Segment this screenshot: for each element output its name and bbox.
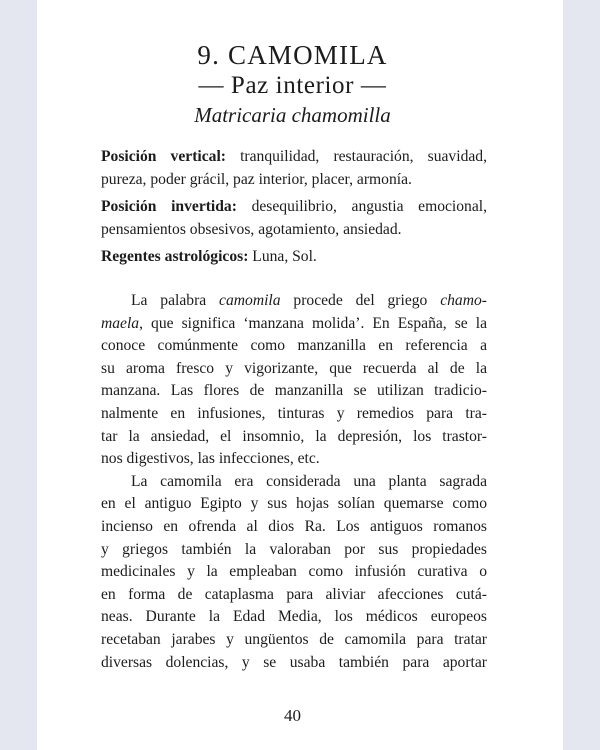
- text-line: y griegos también la valoraban por sus propiedades: [101, 540, 487, 558]
- attribute-line: pensamientos obsesivos, agotamiento, ansiedad.: [101, 220, 402, 238]
- attribute-line: [101, 246, 487, 269]
- text-line: nos digestivos, las infecciones, etc.: [101, 450, 320, 468]
- paragraph-1: [101, 290, 487, 471]
- text-line: incienso en ofrenda al dios Ra. Los antiguos romanos: [101, 517, 487, 535]
- text-run: procede del griego: [280, 292, 441, 309]
- attribute-value: tranquilidad, restauración, suavidad,: [225, 148, 487, 165]
- book-page: [37, 0, 563, 750]
- text-run: La palabra: [131, 292, 220, 309]
- text-line: conoce comúnmente como manzanilla en referencia a: [101, 337, 487, 355]
- italic-term: camomila: [219, 292, 281, 309]
- attribute-line: pureza, poder grácil, paz interior, placer, armonía.: [101, 170, 412, 188]
- text-line: nalmente en infusiones, tinturas y remedios para tra-: [101, 404, 487, 422]
- text-line: [101, 313, 487, 336]
- text-line: La camomila era considerada una planta sagrada: [131, 472, 487, 490]
- attribute-upright: [101, 146, 487, 191]
- text-line: en forma de cataplasma para aliviar afecciones cutá-: [101, 585, 487, 603]
- attribute-label: Posición invertida:: [101, 197, 237, 215]
- text-line: manzana. Las flores de manzanilla se utilizan tradicio-: [101, 382, 487, 400]
- italic-term: chamo-: [440, 292, 487, 309]
- page-number: 40: [284, 706, 301, 725]
- attribute-astrological: [101, 246, 487, 269]
- chapter-subtitle: — Paz interior —: [198, 72, 387, 99]
- text-line: en el antiguo Egipto y sus hojas solían quemarse como: [101, 495, 487, 513]
- body-text: [101, 290, 487, 674]
- text-line: neas. Durante la Edad Media, los médicos europeos: [101, 608, 487, 626]
- scientific-name: Matricaria chamomilla: [194, 103, 391, 127]
- text-line: su aroma fresco y vigorizante, que recuerda al de la: [101, 359, 487, 377]
- attribute-reversed: [101, 196, 487, 241]
- text-run: , que significa ‘manzana molida’. En España, se la: [139, 314, 487, 332]
- paragraph-2: [101, 471, 487, 674]
- attribute-line: [101, 196, 487, 219]
- text-line: medicinales y la empleaban como infusión curativa o: [101, 563, 487, 581]
- attributes-section: [101, 146, 487, 273]
- text-line: tar la ansiedad, el insomnio, la depresión, los trastor-: [101, 427, 487, 445]
- attribute-value: desequilibrio, angustia emocional,: [236, 197, 488, 215]
- attribute-line: [101, 146, 487, 169]
- chapter-title: 9. CAMOMILA: [197, 40, 388, 70]
- attribute-label: Regentes astrológicos:: [101, 247, 249, 265]
- italic-term: maela: [101, 314, 140, 332]
- attribute-label: Posición vertical:: [101, 148, 226, 165]
- text-line: [101, 290, 487, 313]
- attribute-value: Luna, Sol.: [248, 247, 317, 265]
- text-line: diversas dolencias, y se usaba también para aportar: [101, 653, 487, 671]
- text-line: recetaban jarabes y ungüentos de camomila para tratar: [101, 630, 487, 648]
